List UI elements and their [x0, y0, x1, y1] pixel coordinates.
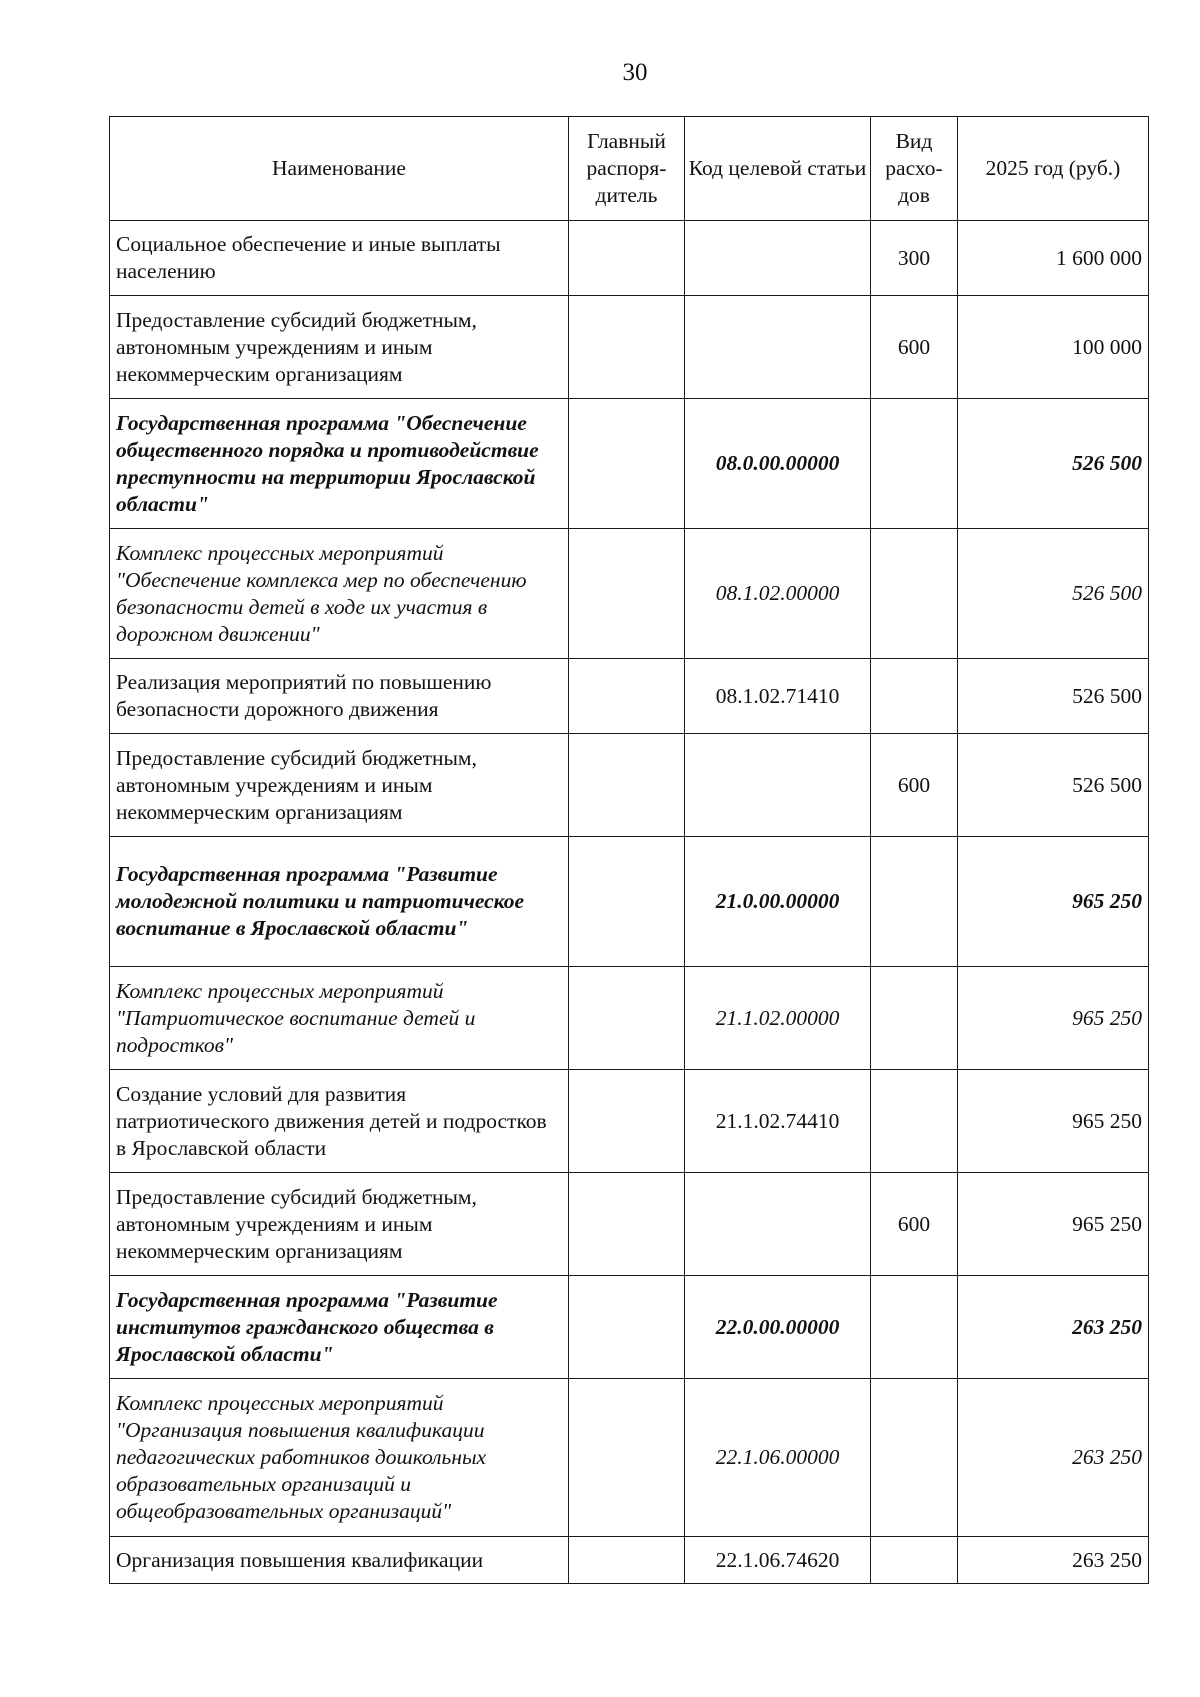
row-amount-cell: 263 250: [958, 1276, 1149, 1379]
row-name-cell: Государственная программа "Обеспечение общественного порядка и противодействие преступности на территории Ярославской области": [110, 399, 569, 529]
row-admin-cell: [569, 967, 685, 1070]
row-code-cell: 22.0.00.00000: [685, 1276, 871, 1379]
row-amount-cell: 526 500: [958, 529, 1149, 659]
row-code-cell: [685, 734, 871, 837]
row-admin-cell: [569, 1276, 685, 1379]
row-name-cell: Комплекс процессных мероприятий "Патриотическое воспитание детей и подростков": [110, 967, 569, 1070]
row-name-cell: Комплекс процессных мероприятий "Организация повышения квалификации педагогических работников дошкольных образовательных организаций и общеобразовательных организаций": [110, 1379, 569, 1537]
table-header-row: [110, 117, 1149, 221]
row-code-cell: 22.1.06.00000: [685, 1379, 871, 1537]
table-row: [110, 399, 1149, 529]
table-row: [110, 529, 1149, 659]
row-admin-cell: [569, 1173, 685, 1276]
row-kind-cell: 600: [871, 1173, 958, 1276]
row-kind-cell: [871, 659, 958, 734]
row-code-cell: 08.1.02.00000: [685, 529, 871, 659]
row-code-cell: [685, 1173, 871, 1276]
row-admin-cell: [569, 399, 685, 529]
table-row: [110, 967, 1149, 1070]
row-name-cell: Государственная программа "Развитие институтов гражданского общества в Ярославской области": [110, 1276, 569, 1379]
table-row: [110, 1173, 1149, 1276]
header-name: Наименование: [110, 117, 569, 221]
row-admin-cell: [569, 1070, 685, 1173]
row-amount-cell: 526 500: [958, 734, 1149, 837]
page-number: 30: [622, 59, 648, 86]
row-kind-cell: [871, 837, 958, 967]
table-row: [110, 296, 1149, 399]
row-amount-cell: 1 600 000: [958, 221, 1149, 296]
table-row: [110, 1276, 1149, 1379]
row-amount-cell: 526 500: [958, 659, 1149, 734]
row-amount-cell: 263 250: [958, 1537, 1149, 1584]
row-code-cell: 08.0.00.00000: [685, 399, 871, 529]
row-name-cell: Создание условий для развития патриотического движения детей и подростков в Ярославской области: [110, 1070, 569, 1173]
row-code-cell: [685, 221, 871, 296]
row-admin-cell: [569, 1537, 685, 1584]
row-name-cell: Предоставление субсидий бюджетным, автономным учреждениям и иным некоммерческим организациям: [110, 1173, 569, 1276]
row-kind-cell: [871, 1070, 958, 1173]
row-admin-cell: [569, 529, 685, 659]
budget-table: [109, 116, 1149, 1584]
row-amount-cell: 965 250: [958, 967, 1149, 1070]
row-kind-cell: [871, 967, 958, 1070]
row-admin-cell: [569, 221, 685, 296]
row-code-cell: 21.1.02.00000: [685, 967, 871, 1070]
table-row: [110, 659, 1149, 734]
header-amount: 2025 год (руб.): [958, 117, 1149, 221]
row-kind-cell: 600: [871, 734, 958, 837]
header-admin: Главный распоря-дитель: [569, 117, 685, 221]
row-name-cell: Предоставление субсидий бюджетным, автономным учреждениям и иным некоммерческим организациям: [110, 734, 569, 837]
row-admin-cell: [569, 296, 685, 399]
table-row: [110, 1379, 1149, 1537]
row-kind-cell: [871, 1379, 958, 1537]
row-kind-cell: 600: [871, 296, 958, 399]
table-row: [110, 221, 1149, 296]
row-kind-cell: [871, 399, 958, 529]
row-code-cell: [685, 296, 871, 399]
row-code-cell: 21.1.02.74410: [685, 1070, 871, 1173]
row-code-cell: 22.1.06.74620: [685, 1537, 871, 1584]
row-amount-cell: 100 000: [958, 296, 1149, 399]
row-amount-cell: 965 250: [958, 1173, 1149, 1276]
row-admin-cell: [569, 659, 685, 734]
table-row: [110, 1070, 1149, 1173]
header-code: Код целевой статьи: [685, 117, 871, 221]
row-amount-cell: 965 250: [958, 1070, 1149, 1173]
row-name-cell: Реализация мероприятий по повышению безопасности дорожного движения: [110, 659, 569, 734]
row-amount-cell: 526 500: [958, 399, 1149, 529]
row-kind-cell: [871, 529, 958, 659]
row-kind-cell: [871, 1537, 958, 1584]
row-name-cell: Социальное обеспечение и иные выплаты населению: [110, 221, 569, 296]
row-kind-cell: 300: [871, 221, 958, 296]
row-amount-cell: 263 250: [958, 1379, 1149, 1537]
row-name-cell: Государственная программа "Развитие молодежной политики и патриотическое воспитание в Ярославской области": [110, 837, 569, 967]
row-admin-cell: [569, 837, 685, 967]
row-admin-cell: [569, 734, 685, 837]
table-row: [110, 837, 1149, 967]
row-name-cell: Предоставление субсидий бюджетным, автономным учреждениям и иным некоммерческим организациям: [110, 296, 569, 399]
row-code-cell: 21.0.00.00000: [685, 837, 871, 967]
row-name-cell: Комплекс процессных мероприятий "Обеспечение комплекса мер по обеспечению безопасности детей в ходе их участия в дорожном движении": [110, 529, 569, 659]
row-admin-cell: [569, 1379, 685, 1537]
row-code-cell: 08.1.02.71410: [685, 659, 871, 734]
row-amount-cell: 965 250: [958, 837, 1149, 967]
header-kind: Вид расхо-дов: [871, 117, 958, 221]
table-row: [110, 734, 1149, 837]
row-name-cell: Организация повышения квалификации: [110, 1537, 569, 1584]
table-row: [110, 1537, 1149, 1584]
row-kind-cell: [871, 1276, 958, 1379]
